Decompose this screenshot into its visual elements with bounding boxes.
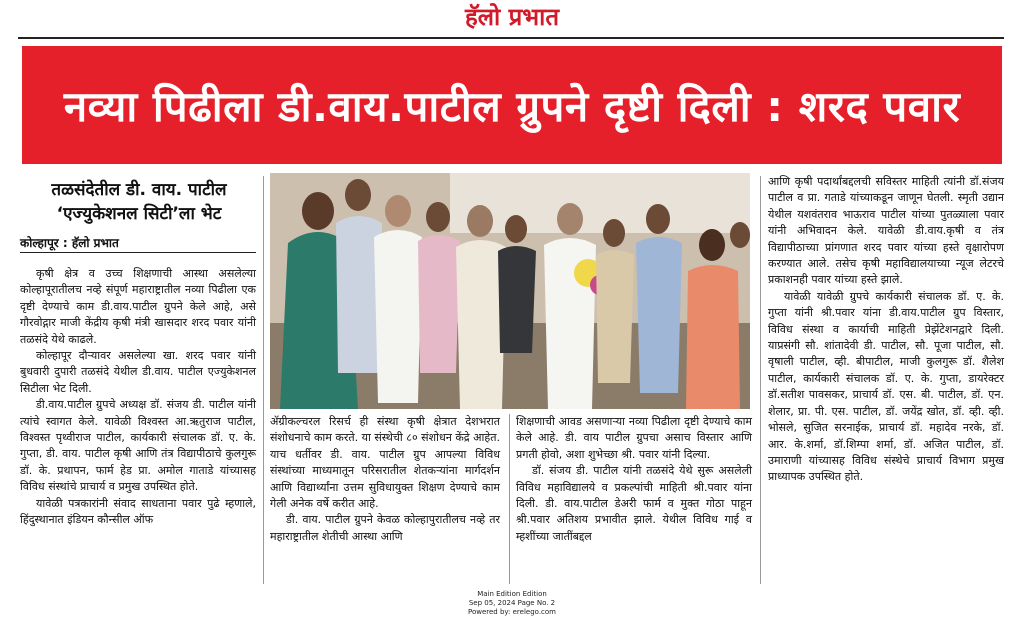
paragraph: डी. वाय. पाटील ग्रुपने केवळ कोल्हापुरातीलच नव्हे तर महाराष्ट्रातील शेतीची आस्था आणि — [270, 513, 500, 543]
edition-name: Main Edition Edition — [477, 590, 547, 598]
article-column-1 — [20, 266, 256, 529]
column-divider — [263, 176, 264, 584]
powered-by: Powered by: erelego.com — [467, 608, 556, 616]
headline: नव्या पिढीला डी.वाय.पाटील ग्रुपने दृष्टी दिली : शरद पवार — [63, 81, 961, 131]
paragraph: यावेळी यावेळी ग्रुपचे कार्यकारी संचालक डॉ. ए. के. गुप्ता यांनी श्री.पवार यांना डी.वाय.पाटील ग्रुप विस्तार, विविध संस्था व कार्याची माहिती प्रेझेंटेशनद्वारे दिली. याप्रसंगी सौ. शांतादेवी डी. पाटील, सौ. पूजा पाटील, सौ. वृषाली पाटील, व्ही. बीपाटील, माजी कुलगुरू डॉ. शैलेश पाटील, कार्यकारी संचालक डॉ. ए. के. गुप्ता, डायरेक्टर डॉ.सतीश पावसकर, प्राचार्य डॉ. एस. बी. पाटील, डॉ. एन. शेलार, प्रा. पी. एस. पाटील, डॉ. जयेंद्र खोत, डॉ. व्ही. व्ही. भोसले, सुजित सरनाईक, प्राचार्य डॉ. महादेव नरके, डॉ. आर. के.शर्मा, डॉ.शिम्पा शर्मा, डॉ. अजित पाटील, डॉ. उमाराणी यांच्यासह विविध संस्थेचे प्राचार्य विभाग प्रमुख प्राध्यापक उपस्थित होते. — [768, 289, 1004, 484]
column-divider — [509, 414, 510, 584]
paragraph: डॉ. संजय डी. पाटील यांनी तळसंदे येथे सुरू असलेली विविध महाविद्यालये व प्रकल्पांची माहिती श्री.पवार यांना दिली. डी. वाय.पाटील डेअरी फार्म व मुक्त गोठा पाहून श्री.पवार अतिशय प्रभावीत झाले. येथील विविध गाई व म्हशींच्या जातींबद्दल — [516, 464, 752, 543]
paragraph: यावेळी पत्रकारांनी संवाद साधताना पवार पुढे म्हणाले, हिंदुस्थानात इंडियन कौन्सील ऑफ — [20, 496, 256, 527]
group-photo-illustration — [270, 173, 750, 409]
dateline-rule — [20, 252, 256, 253]
masthead — [0, 0, 1024, 36]
article-column-2 — [270, 414, 500, 545]
article-column-3 — [516, 414, 752, 545]
news-photo — [270, 173, 750, 409]
headline-banner — [22, 46, 1002, 164]
page-footer — [0, 590, 1024, 617]
masthead-title: हॅलो प्रभात — [464, 2, 559, 31]
column-divider — [760, 176, 761, 584]
edition-date: Sep 05, 2024 Page No. 2 — [468, 599, 556, 607]
paragraph: शिक्षणाची आवड असणाऱ्या नव्या पिढीला दृष्टी देण्याचे काम केले आहे. डी. वाय पाटील ग्रुपचा असाच विस्तार आणि प्रगती होवो, अशा शुभेच्छा श्री. पवार यांनी दिल्या. — [516, 415, 752, 461]
paragraph: डी.वाय.पाटील ग्रुपचे अध्यक्ष डॉ. संजय डी. पाटील यांनी त्यांचे स्वागत केले. यावेळी विश्वस्त आ.ऋतुराज पाटील, विश्वस्त पृथ्वीराज पाटील, कार्यकारी संचालक डॉ. ए. के. गुप्ता, डी. वाय. पाटील कृषी आणि तंत्र विद्यापीठाचे कुलगुरू डॉ. के. प्रथापन, फार्म हेड प्रा. अमोल गाताडे यांच्यासह विविध संस्थांचे प्राचार्य व प्रमुख उपस्थित होते. — [20, 398, 256, 494]
sub-headline — [20, 178, 258, 226]
dateline: कोल्हापूर : हॅलो प्रभात — [20, 236, 119, 250]
paragraph: आणि कृषी पदार्थांबद्दलची सविस्तर माहिती त्यांनी डॉ.संजय पाटील व प्रा. गताडे यांच्याकडून जाणून घेतली. स्मृती उद्यान येथील यशवंतराव भाऊराव पाटील यांच्या पुतळ्याला पवार यांनी अभिवादन केले. यावेळी डी.वाय.कृषी व तंत्र विद्यापीठाच्या प्रांगणात शरद पवार यांच्या हस्ते वृक्षारोपण करण्यात आले. तसेच कृषी महाविद्यालयाच्या न्यूज लेटरचे प्रकाशनही पवार यांच्या हस्ते झाले. — [768, 175, 1004, 287]
sub-headline-line-2: ‘एज्युकेशनल सिटी’ला भेट — [56, 204, 222, 224]
article-column-4 — [768, 174, 1004, 486]
paragraph: कोल्हापूर दौऱ्यावर असलेल्या खा. शरद पवार यांनी बुधवारी दुपारी तळसंदे येथील डी.वाय. पाटील एज्युकेशनल सिटीला भेट दिली. — [20, 349, 256, 395]
masthead-rule — [18, 37, 1004, 39]
paragraph: कृषी क्षेत्र व उच्च शिक्षणाची आस्था असलेल्या कोल्हापूरातीलच नव्हे संपूर्ण महाराष्ट्रातील नव्या पिढीला एक दृष्टी देण्याचे काम डी.वाय.पाटील ग्रुपने केले आहे, असे गौरवोद्गार माजी केंद्रीय कृषी मंत्री खासदार शरद पवार यांनी तळसंदे येथे काढले. — [20, 267, 256, 346]
paragraph: ॲग्रीकल्चरल रिसर्च ही संस्था कृषी क्षेत्रात देशभरात संशोधनाचे काम करते. या संस्थेची ८० संशोधन केंद्रे आहेत. याच धर्तीवर डी. वाय. पाटील ग्रुप आपल्या विविध संस्थांच्या माध्यमातून परिसरातील शेतकऱ्यांना मार्गदर्शन आणि विद्यार्थ्यांना उत्तम सुविधायुक्त शिक्षण देण्याचे काम गेली अनेक वर्षे करीत आहे. — [270, 415, 500, 511]
sub-headline-line-1: तळसंदेतील डी. वाय. पाटील — [51, 180, 227, 200]
